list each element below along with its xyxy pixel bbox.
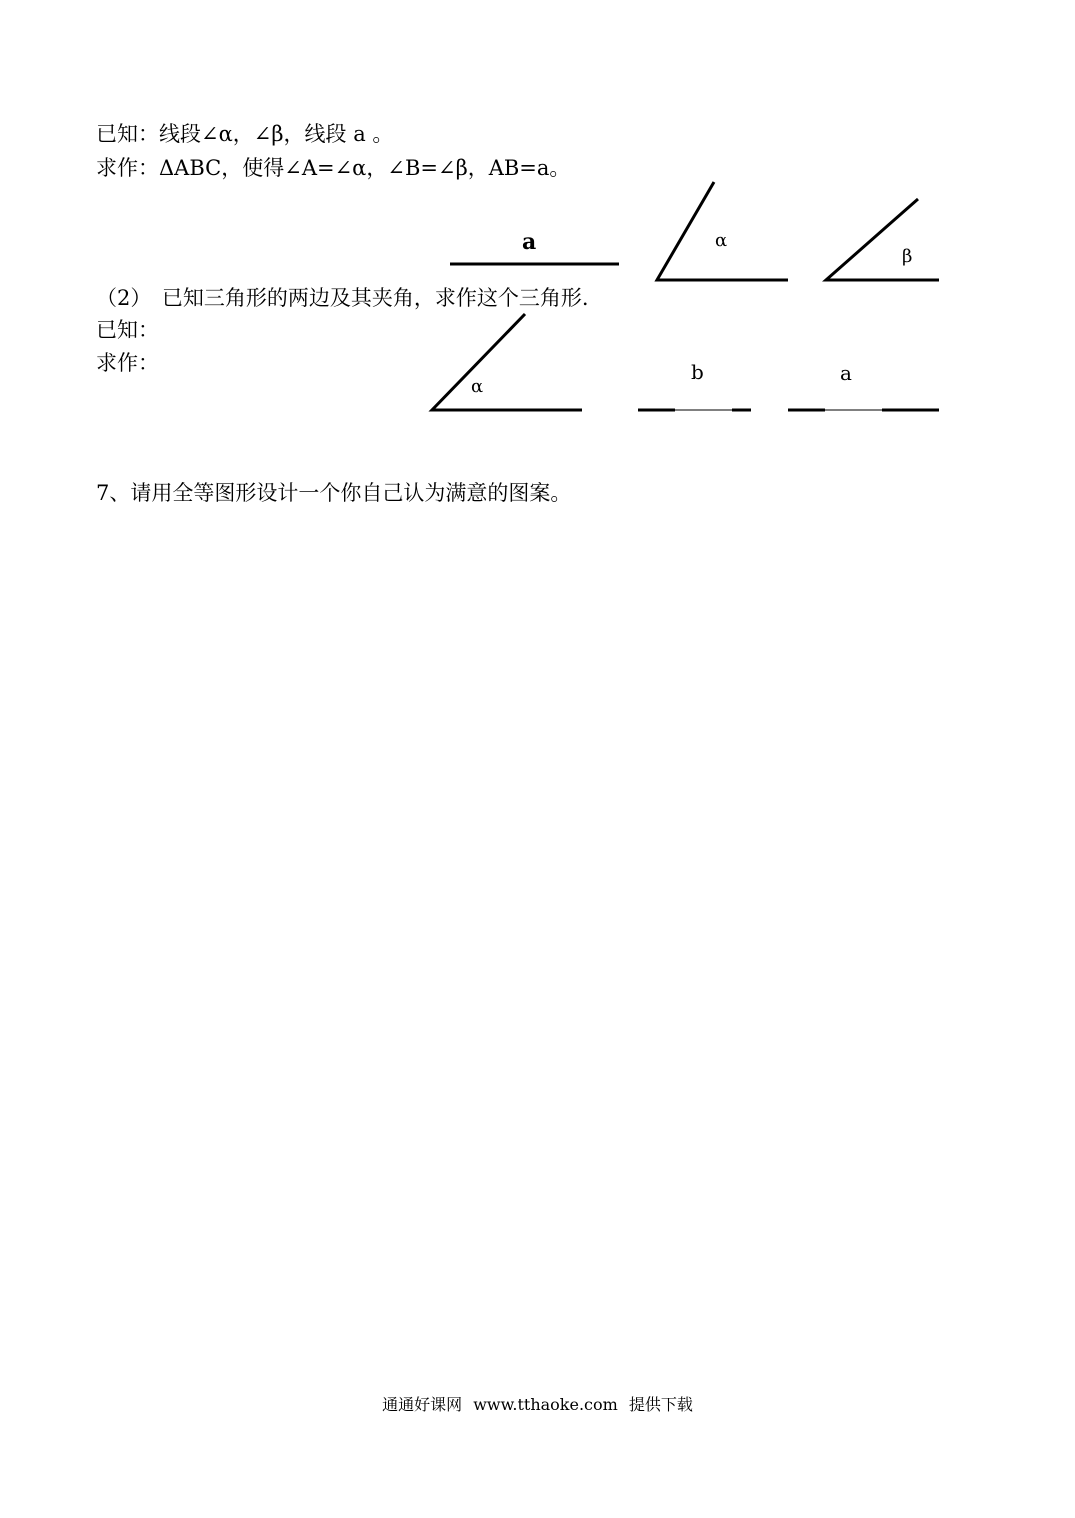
angle-alpha-2-label: α <box>471 376 484 397</box>
footer-suffix: 提供下载 <box>628 1395 693 1414</box>
segment-a-label: a <box>522 229 537 255</box>
angle-beta <box>826 199 939 280</box>
given-line-1: 已知：线段∠α，∠β，线段 a 。 <box>96 122 394 146</box>
angle-alpha-1-label: α <box>715 230 728 251</box>
footer-url: www.tthaoke.com <box>473 1395 618 1414</box>
part-2-heading: （2） 已知三角形的两边及其夹角，求作这个三角形. <box>96 286 589 310</box>
given-line-2: 已知： <box>96 318 159 342</box>
angle-alpha-2 <box>432 314 582 410</box>
question-7: 7、请用全等图形设计一个你自己认为满意的图案。 <box>96 481 572 505</box>
angle-beta-label: β <box>902 246 913 267</box>
footer-site-name: 通通好课网 <box>382 1395 463 1414</box>
task-line-2: 求作： <box>96 351 159 375</box>
segment-a2-label: a <box>840 361 852 385</box>
segment-b-label: b <box>691 360 704 384</box>
footer <box>0 1392 1075 1415</box>
task-line-1: 求作：ΔABC，使得∠A=∠α，∠B=∠β，AB=a。 <box>96 156 571 180</box>
